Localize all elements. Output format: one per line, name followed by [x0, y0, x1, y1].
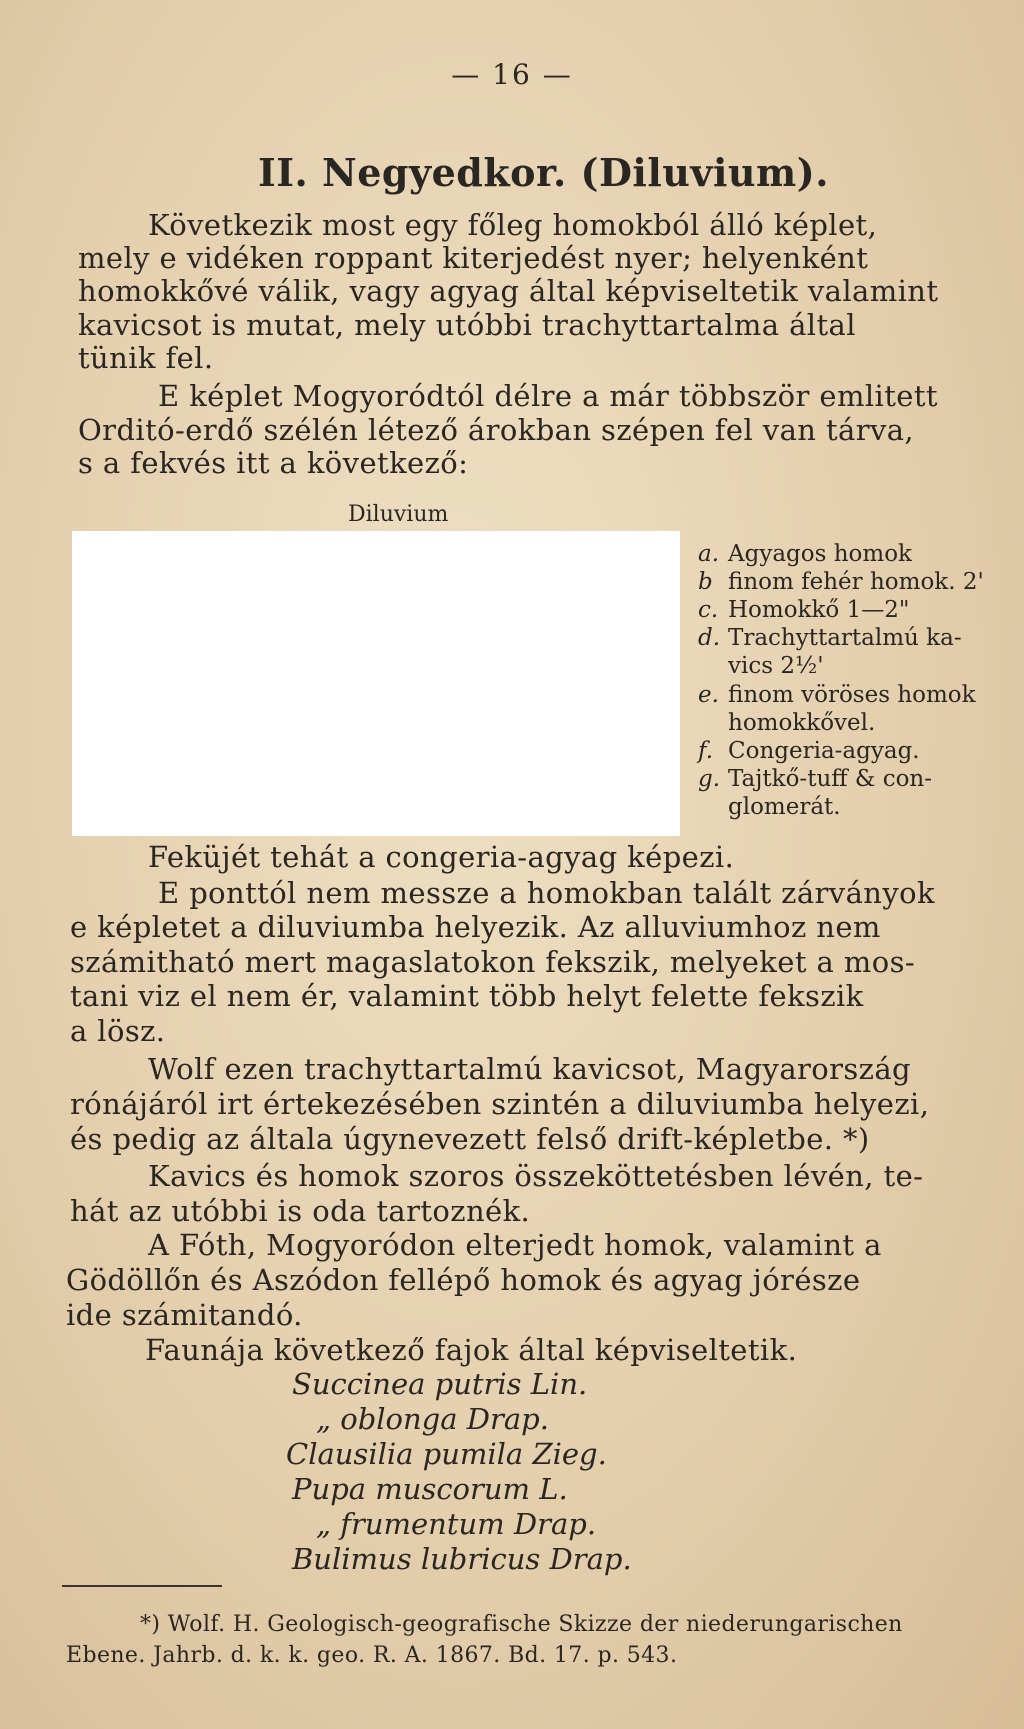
legend-item: a. Agyagos homok	[698, 541, 912, 567]
figure-title: Diluvium	[348, 502, 449, 527]
text-line: E ponttól nem messze a homokban talált zárványok	[158, 876, 935, 910]
text-line: homokkővé válik, vagy agyag által képviseltetik valamint	[78, 274, 939, 308]
footnote-line: *) Wolf. H. Geologisch-geografische Skizze der niederungarischen	[140, 1612, 903, 1637]
legend-item: vics 2½'	[728, 653, 824, 679]
species-item: „ frumentum Drap.	[316, 1507, 597, 1541]
species-item: Pupa muscorum L.	[292, 1472, 568, 1506]
page-number: — 16 —	[451, 58, 573, 91]
text-line: rónájáról irt értekezésében szintén a diluviumba helyezi,	[70, 1087, 930, 1121]
text-line: tünik fel.	[78, 341, 214, 375]
text-line: tani viz el nem ér, valamint több helyt felette fekszik	[70, 979, 864, 1013]
text-line: a lösz.	[70, 1014, 166, 1048]
text-line: ide számitandó.	[66, 1298, 303, 1332]
footnote-rule	[62, 1585, 222, 1587]
text-line: számitható mert magaslatokon fekszik, melyeket a mos-	[70, 945, 916, 979]
text-line: hát az utóbbi is oda tartoznék.	[70, 1194, 531, 1228]
section-heading: II. Negyedkor. (Diluvium).	[258, 150, 829, 195]
legend-item: e. finom vöröses homok	[698, 682, 976, 708]
text-line: mely e vidéken roppant kiterjedést nyer; helyenként	[78, 241, 869, 275]
text-line: Wolf ezen trachyttartalmú kavicsot, Magyarország	[148, 1052, 912, 1086]
species-item: Succinea putris Lin.	[292, 1367, 588, 1401]
species-item: „ oblonga Drap.	[316, 1402, 549, 1436]
legend-item: homokkővel.	[728, 710, 876, 736]
text-line: Gödöllőn és Aszódon fellépő homok és agyag jórésze	[66, 1263, 861, 1297]
legend-item: glomerát.	[728, 794, 841, 820]
text-line: Feküjét tehát a congeria-agyag képezi.	[148, 840, 735, 874]
text-line: Orditó-erdő szélén létező árokban szépen fel van tárva,	[78, 413, 915, 447]
legend-item: g. Tajtkő-tuff & con-	[698, 766, 933, 792]
text-line: kavicsot is mutat, mely utóbbi trachyttartalma által	[78, 308, 856, 342]
text-line: e képletet a diluviumba helyezik. Az alluviumhoz nem	[70, 910, 881, 944]
species-item: Bulimus lubricus Drap.	[292, 1542, 632, 1576]
species-item: Clausilia pumila Zieg.	[286, 1437, 607, 1471]
footnote-line: Ebene. Jahrb. d. k. k. geo. R. A. 1867. Bd. 17. p. 543.	[66, 1643, 678, 1668]
text-line: és pedig az általa úgynevezett felső drift-képletbe. *)	[70, 1122, 870, 1156]
text-line: Kavics és homok szoros összeköttetésben lévén, te-	[148, 1159, 924, 1193]
text-line: s a fekvés itt a következő:	[78, 446, 469, 480]
legend-item: b finom fehér homok. 2'	[698, 569, 984, 595]
figure-image-placeholder	[72, 531, 680, 836]
text-line: E képlet Mogyoródtól délre a már többször emlitett	[158, 379, 938, 413]
text-line: A Fóth, Mogyoródon elterjedt homok, valamint a	[148, 1228, 882, 1262]
text-line: Következik most egy főleg homokból álló képlet,	[148, 208, 878, 242]
legend-item: d. Trachyttartalmú ka-	[698, 625, 962, 651]
legend-item: c. Homokkő 1—2"	[698, 597, 910, 623]
legend-item: f. Congeria-agyag.	[698, 738, 920, 764]
text-line: Faunája következő fajok által képviseltetik.	[145, 1333, 798, 1367]
